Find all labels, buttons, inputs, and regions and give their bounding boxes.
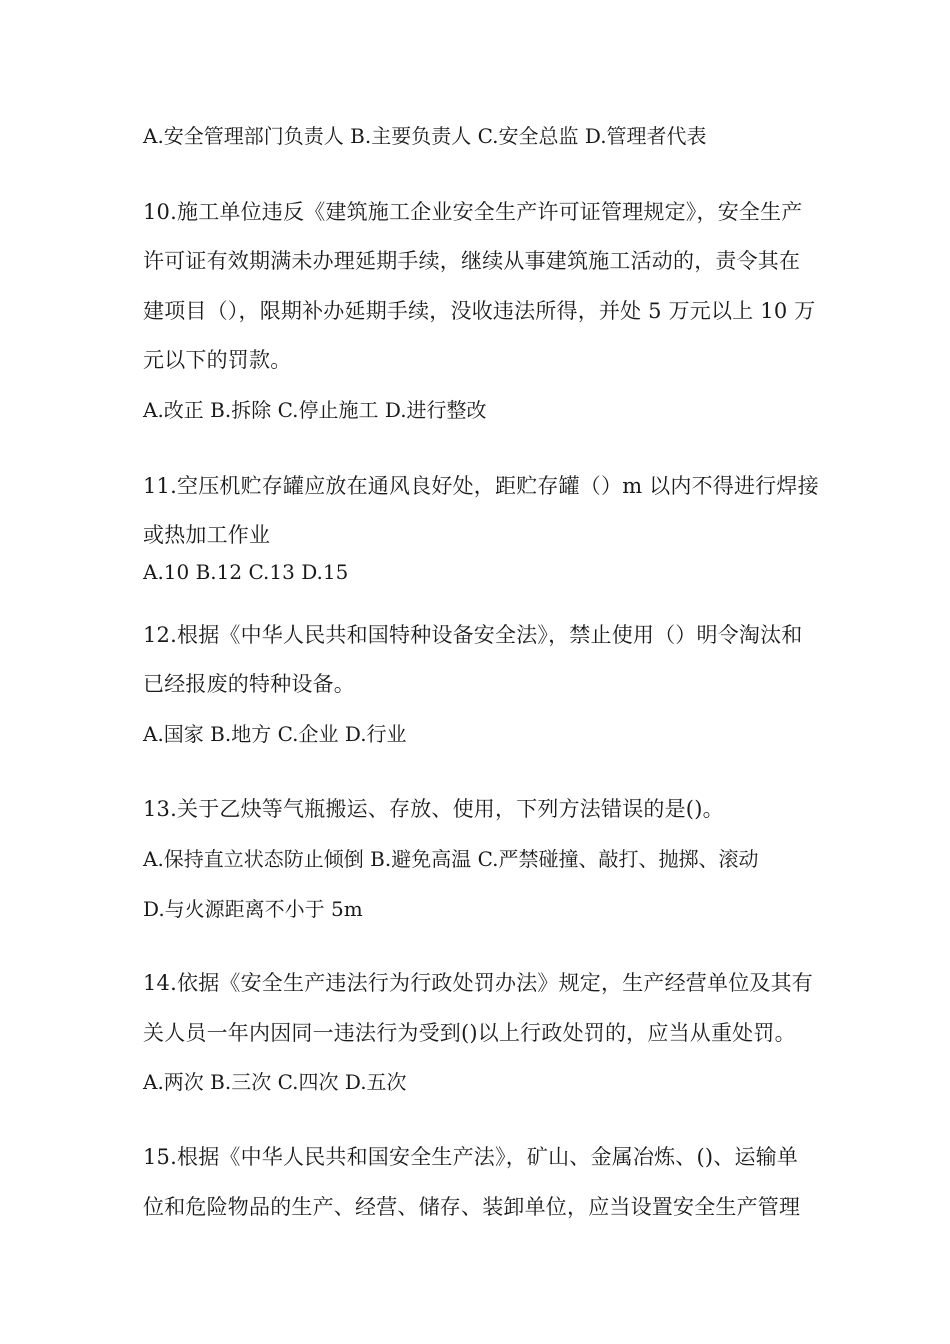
q13-line-1: 13.关于乙炔等气瓶搬运、存放、使用，下列方法错误的是()。 xyxy=(143,797,724,821)
q11-options: A.10 B.12 C.13 D.15 xyxy=(143,560,349,584)
q12-options: A.国家 B.地方 C.企业 D.行业 xyxy=(143,722,407,746)
q14-options: A.两次 B.三次 C.四次 D.五次 xyxy=(143,1070,407,1094)
q10-line-2: 许可证有效期满未办理延期手续，继续从事建筑施工活动的，责令其在 xyxy=(143,249,801,273)
q11-line-1: 11.空压机贮存罐应放在通风良好处，距贮存罐（）m 以内不得进行焊接 xyxy=(143,474,819,498)
q10-options: A.改正 B.拆除 C.停止施工 D.进行整改 xyxy=(143,398,487,422)
q14-line-1: 14.依据《安全生产违法行为行政处罚办法》规定，生产经营单位及其有 xyxy=(143,971,813,995)
q10-line-1: 10.施工单位违反《建筑施工企业安全生产许可证管理规定》，安全生产 xyxy=(143,200,803,224)
q15-line-2: 位和危险物品的生产、经营、储存、装卸单位，应当设置安全生产管理 xyxy=(143,1195,801,1219)
q11-line-2: 或热加工作业 xyxy=(143,523,271,547)
q15-line-1: 15.根据《中华人民共和国安全生产法》，矿山、金属冶炼、()、运输单 xyxy=(143,1145,799,1169)
q13-options-1: A.保持直立状态防止倾倒 B.避免高温 C.严禁碰撞、敲打、抛掷、滚动 xyxy=(143,847,759,871)
q12-line-2: 已经报废的特种设备。 xyxy=(143,672,355,696)
q9-options: A.安全管理部门负责人 B.主要负责人 C.安全总监 D.管理者代表 xyxy=(143,124,707,148)
q14-line-2: 关人员一年内因同一违法行为受到()以上行政处罚的，应当从重处罚。 xyxy=(143,1021,796,1045)
q10-line-4: 元以下的罚款。 xyxy=(143,348,292,372)
q10-line-3: 建项目（），限期补办延期手续，没收违法所得，并处 5 万元以上 10 万 xyxy=(143,299,816,323)
q13-options-2: D.与火源距离不小于 5m xyxy=(143,897,363,921)
q12-line-1: 12.根据《中华人民共和国特种设备安全法》，禁止使用（）明令淘汰和 xyxy=(143,623,803,647)
